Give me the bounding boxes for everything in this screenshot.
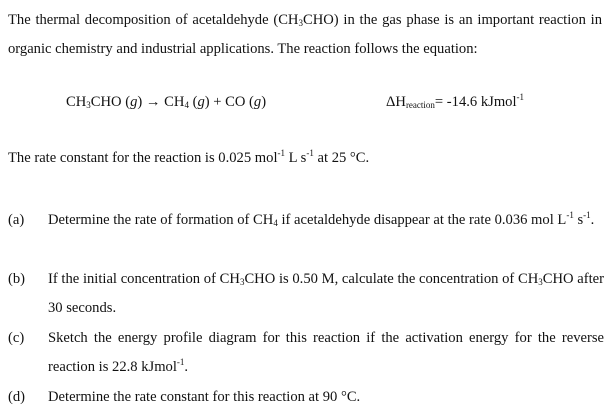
eq-part: ( bbox=[188, 94, 198, 110]
intro-text-1: The thermal decomposition of acetaldehyde (CH bbox=[8, 12, 299, 28]
subscript-3: 3 bbox=[86, 100, 91, 110]
delta-h-value: = -14.6 kJmol bbox=[434, 94, 517, 110]
eq-part: ) → CH bbox=[137, 94, 185, 110]
eq-part: CH bbox=[66, 94, 87, 110]
superscript: -1 bbox=[176, 356, 185, 367]
subscript-3: 3 bbox=[239, 277, 245, 287]
q-part: s bbox=[573, 212, 584, 228]
q-part: Determine the rate of formation of CH bbox=[48, 212, 274, 228]
eq-state: g bbox=[130, 94, 138, 110]
eq-part: ) bbox=[261, 94, 267, 110]
question-letter: (a) bbox=[8, 212, 25, 228]
q-part: . bbox=[184, 358, 189, 375]
superscript: -1 bbox=[516, 92, 525, 102]
question-text: Determine the rate constant for this reaction at 90 °C. bbox=[48, 389, 361, 405]
q-part: CHO is 0.50 M, calculate the concentration of CH bbox=[244, 271, 539, 287]
delta-h-subscript: reaction bbox=[405, 100, 435, 110]
intro-paragraph bbox=[8, 6, 602, 63]
superscript: -1 bbox=[306, 148, 314, 158]
superscript: -1 bbox=[566, 210, 574, 220]
superscript: -1 bbox=[277, 148, 285, 158]
eq-state: g bbox=[253, 94, 262, 110]
reaction-equation bbox=[66, 94, 606, 116]
eq-part: ) + CO ( bbox=[204, 94, 254, 110]
rate-text: L s bbox=[285, 150, 307, 166]
eq-part: CHO ( bbox=[90, 94, 131, 110]
q-part: If the initial concentration of CH bbox=[48, 271, 240, 287]
q-part: if acetaldehyde disappear at the rate 0.036 mol L bbox=[277, 212, 567, 228]
question-text bbox=[48, 206, 604, 235]
question-letter: (d) bbox=[8, 389, 26, 405]
question-text bbox=[48, 324, 604, 381]
question-text bbox=[48, 265, 604, 322]
subscript-4: 4 bbox=[184, 100, 189, 110]
subscript-3: 3 bbox=[298, 18, 303, 28]
rate-text: at 25 °C. bbox=[313, 150, 370, 166]
subscript-3: 3 bbox=[538, 277, 543, 287]
q-part: CHO after 30 seconds. bbox=[48, 271, 605, 316]
rate-constant-statement bbox=[8, 150, 369, 167]
equation-formula bbox=[66, 94, 266, 111]
intro-text-2: CHO) in the gas phase is an important reaction in organic chemistry and industrial applications. The reaction follows the equation: bbox=[8, 12, 603, 57]
question-letter: (b) bbox=[8, 271, 26, 287]
eq-state: g bbox=[197, 94, 205, 110]
delta-h: ΔH bbox=[386, 94, 406, 110]
question-letter: (c) bbox=[8, 330, 25, 346]
superscript: -1 bbox=[583, 210, 591, 220]
enthalpy-value bbox=[386, 94, 524, 111]
q-part: Sketch the energy profile diagram for this reaction if the activation energy for the reverse reaction is 22.8 kJmol bbox=[48, 330, 604, 375]
q-part: . bbox=[590, 212, 595, 228]
subscript-4: 4 bbox=[273, 218, 278, 228]
rate-text: The rate constant for the reaction is 0.025 mol bbox=[8, 150, 278, 166]
